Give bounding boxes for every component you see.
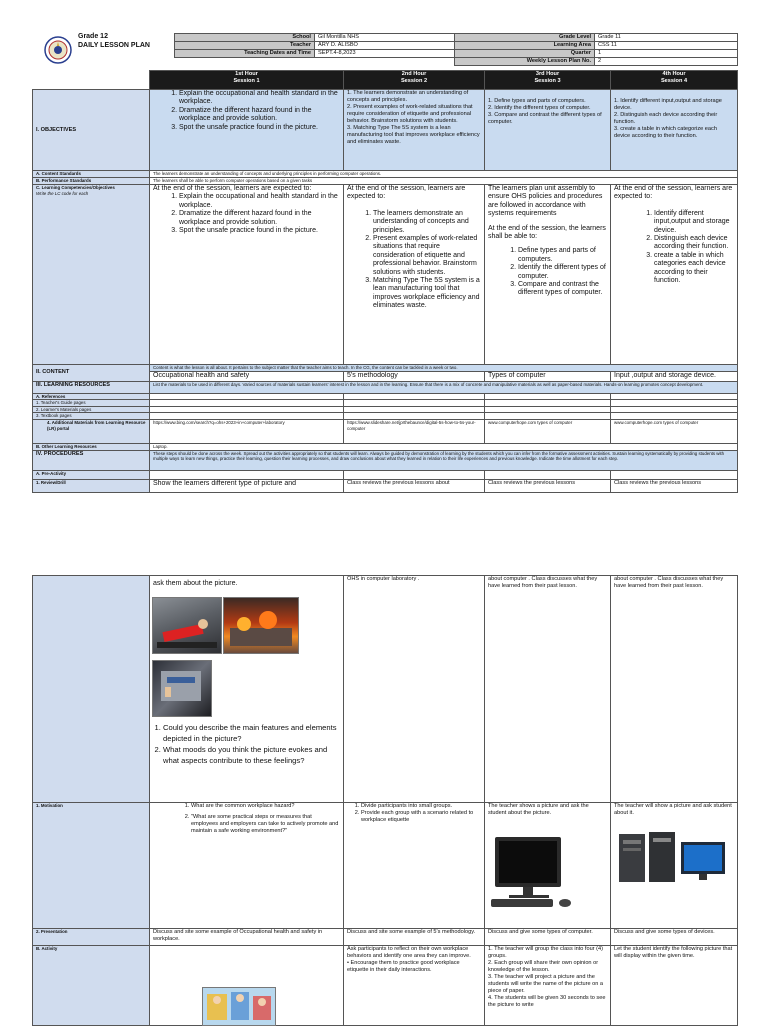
lesson-table-page2 xyxy=(32,575,738,1026)
review-s4: Class reviews the previous lessons xyxy=(611,479,738,492)
objectives-label: I. OBJECTIVES xyxy=(33,90,150,171)
motivation-s2: 1. Divide participants into small groups. 2. Provide each group with a scenario related to workplace etiquette xyxy=(344,803,485,929)
school-value: Gil Montilla NHS xyxy=(315,34,455,42)
teacher-value: ARY D. ALISBO xyxy=(315,42,455,50)
lm-pages-label: 2. Learner's Materials pages xyxy=(33,406,150,413)
teacher-label: Teacher xyxy=(175,42,315,50)
header-table xyxy=(174,33,738,66)
am-link-s1[interactable]: https://www.bing.com/search?q=ohs+2023+in+computer+laboratory xyxy=(150,419,344,443)
review-continued-s3: about computer . Class discusses what they have learned from their past lesson. xyxy=(485,576,611,803)
am-link-s4[interactable]: www.computerhope.com types of computer xyxy=(611,419,738,443)
objectives-s1: 1. Explain the occupational and health standard in the workplace. 2. Dramatize the different hazard found in the workplace and provide solution. 3. Spot the unsafe practice found in the picture. xyxy=(150,90,344,171)
textbook-pages-label: 3. Textbook pages xyxy=(33,413,150,420)
dates-label: Teaching Dates and Time xyxy=(175,50,315,58)
competencies-label: C. Learning Competencies/Objectives Write the LC code for each xyxy=(33,185,150,365)
pre-activity-label: A. Pre-Activity xyxy=(33,470,150,479)
session-1-header: 1st Hour Session 1 xyxy=(150,71,344,90)
content-s1: Occupational health and safety xyxy=(150,371,344,381)
content-standards-label: A. Content Standards xyxy=(33,171,150,178)
review-continued-s1: ask them about the picture. 1. Could you describe the main features and elements depicted in the picture? 2. What moods do you think the picture evokes and what aspects contribute to these feelings? xyxy=(150,576,344,803)
content-standards-value: The learners demonstrate an understanding of concepts and underlying principles in performing computer operations. xyxy=(150,171,738,178)
performance-standards-value: The learners shall be able to perform computer operations based on a given tasks xyxy=(150,178,738,185)
review-s3: Class reviews the previous lessons xyxy=(485,479,611,492)
activity-s2: Ask participants to reflect on their own workplace behaviors and identify one area they can improve. • Encourage them to practice good workplace etiquette in their daily interactions. xyxy=(344,946,485,1026)
weekly-value: 2 xyxy=(595,58,738,66)
am-link-s3[interactable]: www.computerhope.com types of computer xyxy=(485,419,611,443)
content-s3: Types of computer xyxy=(485,371,611,381)
resources-note: List the materials to be used in different days. Varied sources of materials sustain learners' interest in the lesson and in the learning. Ensure that there is a mix of concrete and manipulative materials as well as paper-based materials. Hands-on learning promotes concept development. xyxy=(150,381,738,393)
objectives-s3: 1. Define types and parts of computers. 2. Identify the different types of computer. 3. Compare and contrast the different types of computer. xyxy=(485,90,611,171)
content-note: Content is what the lesson is all about. It pertains to the subject matter that the teacher aims to teach. In the CG, the content can be tackled in a week or two. xyxy=(150,365,738,372)
presentation-s4: Discuss and give some types of devices. xyxy=(611,929,738,946)
presentation-s3: Discuss and give some types of computer. xyxy=(485,929,611,946)
am-link-s2[interactable]: https://www.slideshare.net/jprthebaunce/digital-5s-how-to-5s-your-computer xyxy=(344,419,485,443)
motivation-s4: The teacher will show a picture and ask student about it. xyxy=(611,803,738,929)
quarter-value: 1 xyxy=(595,50,738,58)
procedures-label: IV. PROCEDURES xyxy=(33,450,150,470)
grade-level-value: Grade 11 xyxy=(595,34,738,42)
competencies-s3: The learners plan unit assembly to ensure OHS policies and procedures are followed in accordance with systems requirements At the end of the session, the learners shall be able to: 1. Define types and parts of computers. 2. Identify the different types of computer. 3. Compare and contrast the different types of computer. xyxy=(485,185,611,365)
computer-repair-photo xyxy=(152,660,212,717)
tg-pages-label: 1. Teacher's Guide pages xyxy=(33,400,150,407)
workplace-accident-photo xyxy=(152,597,222,654)
performance-standards-label: B. Performance Standards xyxy=(33,178,150,185)
deped-seal-icon xyxy=(44,36,72,64)
activity-s4: Let the student identify the following picture that will display within the given time. xyxy=(611,946,738,1026)
additional-materials-label: 4. Additional Materials from Learning Resource (LR) portal xyxy=(33,419,150,443)
activity-label: B. Activity xyxy=(33,946,150,1026)
tower-pc-photo xyxy=(617,832,729,884)
desktop-computer-photo xyxy=(487,835,577,910)
content-s4: Input ,output and storage device. xyxy=(611,371,738,381)
lesson-table-page1 xyxy=(32,70,738,493)
resources-label: III. LEARNING RESOURCES xyxy=(33,381,150,393)
session-4-header: 4th Hour Session 4 xyxy=(611,71,738,90)
activity-s3: 1. The teacher will group the class into four (4) groups. 2. Each group will share their own opinion or knowledge of the lesson. 3. The teacher will project a picture and the students will write the name of the picture on a piece of paper. 4. The students will be given 30 seconds to see the picture to write xyxy=(485,946,611,1026)
presentation-s2: Discuss and site some example of 5's methodology. xyxy=(344,929,485,946)
doc-title: DAILY LESSON PLAN xyxy=(78,42,150,49)
fire-photo xyxy=(223,597,299,654)
competencies-s2: At the end of the session, learners are expected to: 1. The learners demonstrate an understanding of concepts and principles. 2. Present examples of work-related situations that require consideration of etiquette and professional behavior. Brainstorm solutions with students. 3. Matching Type The 5S system is a lean manufacturing tool that improves workplace efficiency and eliminates waste. xyxy=(344,185,485,365)
content-s2: 5's methodology xyxy=(344,371,485,381)
content-label: II. CONTENT xyxy=(33,365,150,382)
presentation-s1: Discuss and site some example of Occupational health and safety in workplace. xyxy=(150,929,344,946)
review-s2: Class reviews the previous lessons about xyxy=(344,479,485,492)
competencies-s1: At the end of the session, learners are expected to: 1. Explain the occupational and health standard in the workplace. 2. Dramatize the different hazard found in the workplace and provide solution. 3. Spot the unsafe practice found in the picture. xyxy=(150,185,344,365)
motivation-s3: The teacher shows a picture and ask the student about the picture. xyxy=(485,803,611,929)
session-2-header: 2nd Hour Session 2 xyxy=(344,71,485,90)
other-resources-value: Laptop. xyxy=(150,443,738,450)
motivation-s1: 1. What are the common workplace hazard? 2. "What are some practical steps or measures that employees and employers can take to actively promote and maintain a safe working environment?" xyxy=(150,803,344,929)
dates-value: SEPT.4-8,2023 xyxy=(315,50,455,58)
session-3-header: 3rd Hour Session 3 xyxy=(485,71,611,90)
references-label: A. References xyxy=(33,393,150,400)
review-s1: Show the learners different type of picture and xyxy=(150,479,344,492)
grade-level-label: Grade Level xyxy=(455,34,595,42)
quarter-label: Quarter xyxy=(455,50,595,58)
objectives-s2: 1. The learners demonstrate an understanding of concepts and principles. 2. Present examples of work-related situations that require consideration of etiquette and professional behavior. Brainstorm solutions with students. 3. Matching Type The 5S system is a lean manufacturing tool that improves workplace efficiency and eliminates waste. xyxy=(344,90,485,171)
procedures-note: These steps should be done across the week. Spread out the activities appropriately so that students will learn. Always be guided by demonstration of learning by the students which you can infer from the formative assessment activities. Sustain learning systematically by providing students with multiple ways to learn new things, practice their learning, question their learning processes, and draw conclusions about what they learned in relation to their life experiences and previous knowledge. Indicate the time allotment for each step. xyxy=(150,450,738,470)
school-label: School xyxy=(175,34,315,42)
weekly-label: Weekly Lesson Plan No. xyxy=(455,58,595,66)
review-continued-label xyxy=(33,576,150,803)
doc-grade: Grade 12 xyxy=(78,33,108,40)
office-cartoon-photo xyxy=(202,987,276,1026)
objectives-s4: 1. Identify different input,output and storage device. 2. Distinguish each device according their function. 3. create a table in which categorize each device according to their function. xyxy=(611,90,738,171)
review-continued-s4: about computer . Class discusses what they have learned from their past lesson. xyxy=(611,576,738,803)
learning-area-value: CSS 11 xyxy=(595,42,738,50)
review-drill-label: 1. Review/Drill xyxy=(33,479,150,492)
motivation-label: 1. Motivation xyxy=(33,803,150,929)
other-resources-label: B. Other Learning Resources xyxy=(33,443,150,450)
competencies-s4: At the end of the session, learners are expected to: 1. Identify different input,output and storage device. 2. Distinguish each device according their function. 3. create a table in which categories each device according to their function. xyxy=(611,185,738,365)
review-continued-s2: OHS in computer laboratory . xyxy=(344,576,485,803)
learning-area-label: Learning Area xyxy=(455,42,595,50)
presentation-label: 2. Presentation xyxy=(33,929,150,946)
